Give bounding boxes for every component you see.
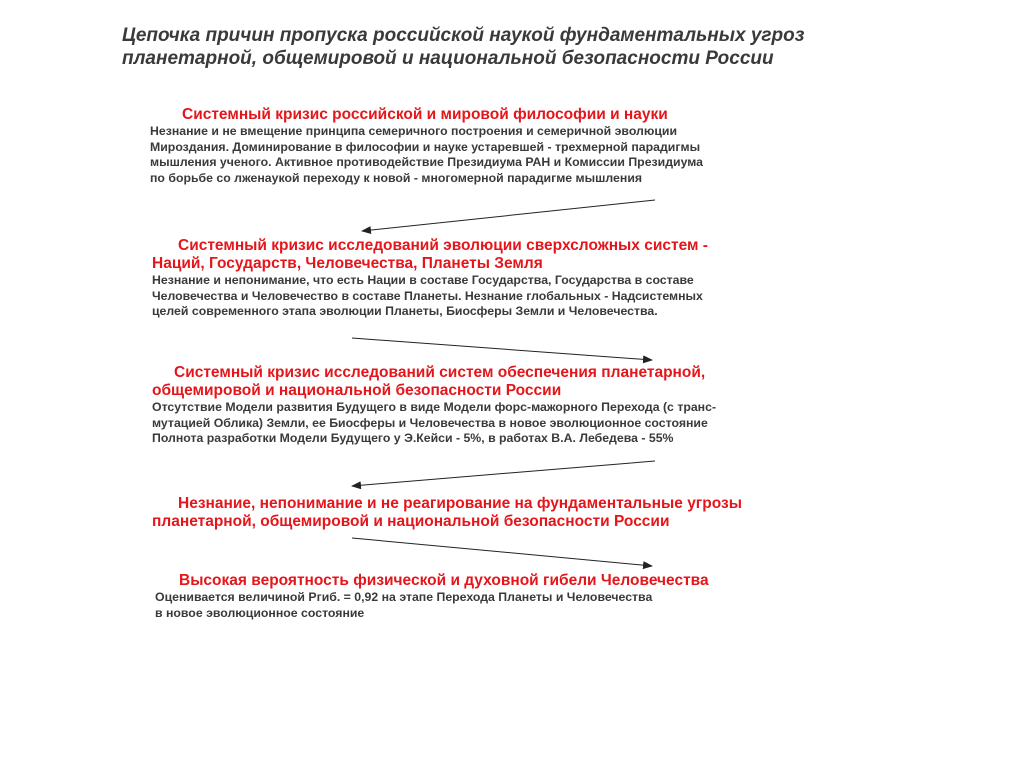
description-line: Отсутствие Модели развития Будущего в виде Модели форс-мажорного Перехода (с транс- bbox=[152, 400, 717, 414]
description-line: Полнота разработки Модели Будущего у Э.Кейси - 5%, в работах В.А. Лебедева - 55% bbox=[152, 431, 674, 445]
description-line: целей современного этапа эволюции Планеты, Биосферы Земли и Человечества. bbox=[152, 304, 658, 318]
description-line: в новое эволюционное состояние bbox=[155, 605, 365, 620]
slide-title-line-2: планетарной, общемировой и национальной безопасности России bbox=[122, 48, 774, 69]
heading-line: общемировой и национальной безопасности России bbox=[152, 382, 562, 399]
heading-line: Незнание, непонимание и не реагирование на фундаментальные угрозы bbox=[178, 495, 742, 512]
heading-line: Системный кризис исследований эволюции сверхсложных систем - bbox=[178, 237, 708, 254]
description-line: Незнание и непонимание, что есть Нации в составе Государства, Государства в составе bbox=[152, 273, 694, 287]
arrow-3-to-4 bbox=[352, 461, 655, 486]
description-line: по борьбе со лженаукой переходу к новой - многомерной парадигме мышления bbox=[150, 170, 643, 185]
description-line: Незнание и не вмещение принципа семеричного построения и семеричной эволюции bbox=[150, 124, 678, 138]
heading-line: планетарной, общемировой и национальной безопасности России bbox=[152, 513, 670, 530]
description-line: Человечества и Человечество в составе Планеты. Незнание глобальных - Надсистемных bbox=[152, 288, 703, 303]
heading-line: Наций, Государств, Человечества, Планеты Земля bbox=[152, 255, 543, 272]
heading-line: Системный кризис исследований систем обеспечения планетарной, bbox=[174, 364, 706, 381]
arrow-1-to-2 bbox=[362, 200, 655, 231]
cause-heading: Системный кризис российской и мировой философии и науки bbox=[182, 106, 668, 123]
slide-title-line-1: Цепочка причин пропуска российской наукой фундаментальных угроз bbox=[122, 25, 805, 46]
description-line: мышления ученого. Активное противодействие Президиума РАН и Комиссии Президиума bbox=[150, 155, 704, 169]
description-line: Мироздания. Доминирование в философии и науке устаревшей - трехмерной парадигмы bbox=[150, 139, 701, 154]
arrow-2-to-3 bbox=[352, 338, 652, 360]
arrow-4-to-5 bbox=[352, 538, 652, 566]
description-line: Оценивается величиной Ргиб. = 0,92 на этапе Перехода Планеты и Человечества bbox=[155, 590, 653, 604]
description-line: мутацией Облика) Земли, ее Биосферы и Человечества в новое эволюционное состояние bbox=[152, 415, 708, 430]
cause-heading: Высокая вероятность физической и духовной гибели Человечества bbox=[179, 572, 709, 589]
